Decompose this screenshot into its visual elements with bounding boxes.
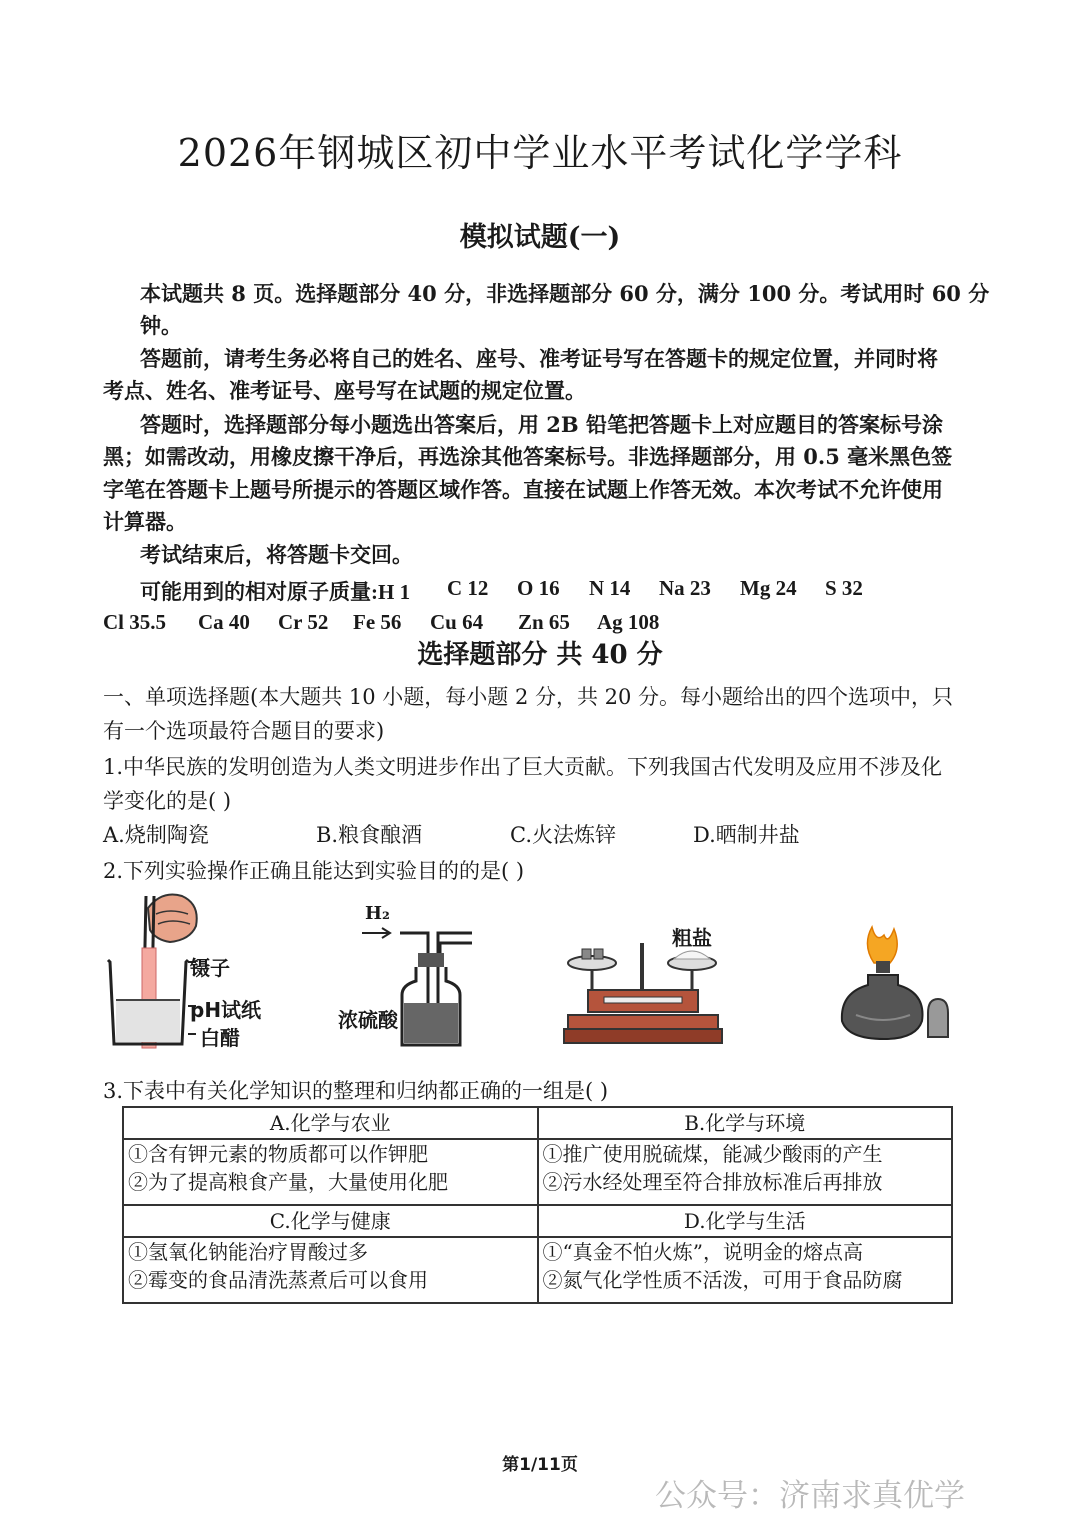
table-header-a: A.化学与农业 bbox=[123, 1107, 538, 1139]
label-ph-paper: pH试纸 bbox=[190, 998, 262, 1022]
atomic-mass-item: O 16 bbox=[517, 576, 560, 600]
instruction-p2-line2: 考点、姓名、准考证号、座号写在试题的规定位置。 bbox=[103, 378, 586, 403]
q1-option-d: D.晒制井盐 bbox=[693, 823, 800, 847]
atomic-mass-item: C 12 bbox=[447, 576, 489, 600]
table-cell-line: ②为了提高粮食产量，大量使用化肥 bbox=[128, 1170, 448, 1194]
table-cell-line: ②污水经处理至符合排放标准后再排放 bbox=[542, 1170, 883, 1194]
q1-stem-line2: 学变化的是( ) bbox=[103, 789, 232, 813]
atomic-mass-item: Ca 40 bbox=[198, 610, 250, 634]
atomic-mass-label: 可能用到的相对原子质量:H 1 bbox=[140, 580, 411, 604]
instruction-p3-line4: 计算器。 bbox=[103, 509, 187, 534]
instruction-p2-line1: 答题前，请考生务必将自己的姓名、座号、准考证号写在答题卡的规定位置，并同时将 bbox=[140, 346, 938, 371]
table-cell-b bbox=[538, 1139, 953, 1205]
atomic-mass-row-1 bbox=[0, 576, 1080, 602]
section-title: 选择题部分 共 40 分 bbox=[417, 640, 663, 670]
left-pan-icon bbox=[568, 956, 616, 970]
atomic-mass-item: Mg 24 bbox=[740, 576, 797, 600]
table-cell-line: ①氢氧化钠能治疗胃酸过多 bbox=[128, 1240, 368, 1264]
label-sulfuric-acid: 浓硫酸 bbox=[338, 1008, 398, 1032]
table-cell-c bbox=[123, 1237, 538, 1303]
table-cell-line: ②霉变的食品清洗蒸煮后可以食用 bbox=[128, 1268, 428, 1292]
atomic-mass-item: Cu 64 bbox=[430, 610, 484, 634]
label-tweezers: 镊子 bbox=[190, 956, 230, 980]
q2-stem: 2.下列实验操作正确且能达到实验目的的是( ) bbox=[103, 859, 525, 883]
table-cell-line: ①含有钾元素的物质都可以作钾肥 bbox=[128, 1142, 428, 1166]
table-cell-line: ②氮气化学性质不活泼，可用于食品防腐 bbox=[542, 1268, 903, 1292]
page-number: 第1/11页 bbox=[502, 1455, 578, 1475]
q3-stem: 3.下表中有关化学知识的整理和归纳都正确的一组是( ) bbox=[103, 1079, 609, 1103]
q1-option-c: C.火法炼锌 bbox=[510, 823, 616, 847]
instruction-p3-line1: 答题时，选择题部分每小题选出答案后，用 2B 铅笔把答题卡上对应题目的答案标号涂 bbox=[140, 412, 943, 437]
atomic-mass-item: Zn 65 bbox=[518, 610, 570, 634]
label-vinegar: 白醋 bbox=[200, 1026, 240, 1050]
watermark: 公众号：济南求真优学 bbox=[655, 1478, 965, 1514]
table-cell-a bbox=[123, 1139, 538, 1205]
q1-option-b: B.粮食酿酒 bbox=[316, 823, 423, 847]
instruction-p1-line1: 本试题共 8 页。选择题部分 40 分，非选择题部分 60 分，满分 100 分。考试用时 60 分 bbox=[140, 281, 990, 306]
q2-figure-c-balance bbox=[560, 935, 725, 1047]
flame-icon bbox=[867, 927, 897, 963]
label-crude-salt: 粗盐 bbox=[672, 926, 712, 950]
instruction-p1-line2: 钟。 bbox=[140, 313, 182, 338]
atomic-mass-item: Na 23 bbox=[659, 576, 711, 600]
stopper-icon bbox=[418, 953, 444, 967]
atomic-mass-item: Cr 52 bbox=[278, 610, 329, 634]
atomic-mass-row-2 bbox=[0, 610, 1080, 636]
part1-instruction-line1: 一、单项选择题(本大题共 10 小题，每小题 2 分，共 20 分。每小题给出的四个选项中，只 bbox=[103, 685, 954, 709]
label-h2: H₂ bbox=[365, 903, 390, 924]
table-cell-d bbox=[538, 1237, 953, 1303]
exam-subtitle: 模拟试题(一) bbox=[459, 222, 621, 253]
q2-figure-d-alcohol-lamp bbox=[828, 925, 958, 1047]
table-header-d: D.化学与生活 bbox=[538, 1205, 953, 1237]
atomic-mass-item: Fe 56 bbox=[353, 610, 402, 634]
lamp-cap-icon bbox=[928, 999, 948, 1037]
wick-icon bbox=[876, 961, 890, 973]
atomic-mass-item: S 32 bbox=[825, 576, 863, 600]
lamp-body-icon bbox=[842, 975, 923, 1039]
instruction-p4: 考试结束后，将答题卡交回。 bbox=[140, 542, 413, 567]
table-header-c: C.化学与健康 bbox=[123, 1205, 538, 1237]
exam-title: 2026年钢城区初中学业水平考试化学学科 bbox=[177, 131, 903, 175]
instruction-p3-line3: 字笔在答题卡上题号所提示的答题区域作答。直接在试题上作答无效。本次考试不允许使用 bbox=[103, 477, 943, 502]
table-header-b: B.化学与环境 bbox=[538, 1107, 953, 1139]
instruction-p3-line2: 黑；如需改动，用橡皮擦干净后，再选涂其他答案标号。非选择题部分，用 0.5 毫米黑色签 bbox=[103, 444, 953, 469]
q3-knowledge-table bbox=[122, 1106, 953, 1304]
q1-option-a: A.烧制陶瓷 bbox=[103, 823, 209, 847]
atomic-mass-item: Cl 35.5 bbox=[103, 610, 166, 634]
atomic-mass-item: N 14 bbox=[589, 576, 631, 600]
table-cell-line: ①推广使用脱硫煤，能减少酸雨的产生 bbox=[542, 1142, 883, 1166]
q1-stem-line1: 1.中华民族的发明创造为人类文明进步作出了巨大贡献。下列我国古代发明及应用不涉及化 bbox=[103, 755, 943, 779]
part1-instruction-line2: 有一个选项最符合题目的要求) bbox=[103, 719, 385, 743]
atomic-mass-item: Ag 108 bbox=[597, 610, 660, 634]
table-cell-line: ①“真金不怕火炼”，说明金的熔点高 bbox=[542, 1240, 863, 1264]
